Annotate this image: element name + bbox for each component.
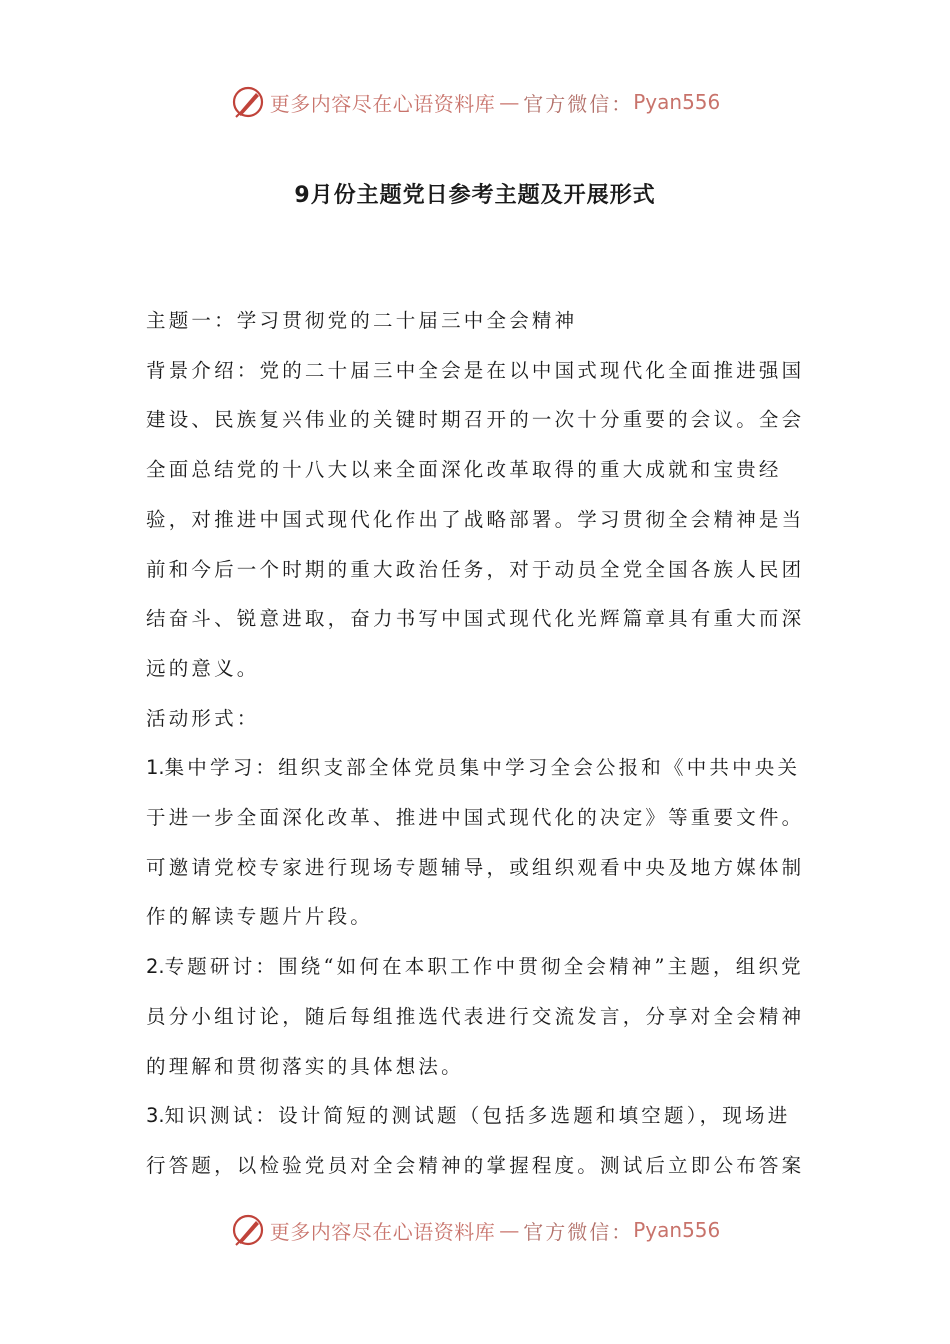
watermark-wechat-label: 官方微信： <box>523 91 634 116</box>
paragraph-text: 背景介绍：党的二十届三中全会是在以中国式现代化全面推进强国建设、民族复兴伟业的关键时期召开的一次十分重要的会议。全会全面总结党的十八大以来全面深化改革取得的重大成就和宝贵经验，对推进中国式现代化作出了战略部署。学习贯彻全会精神是当前和今后一个时期的重大政治任务，对于动员全党全国各族人民团结奋斗、锐意进取，奋力书写中国式现代化光辉篇章具有重大而深远的意义。 <box>146 358 805 680</box>
paragraph-text: 知识测试：设计简短的测试题（包括多选题和填空题），现场进行答题，以检验党员对全会精神的掌握程度。测试后立即公布答案 <box>146 1104 805 1177</box>
watermark-text: 更多内容尽在心语资料库 <box>269 91 496 116</box>
list-number: 2. <box>146 955 165 979</box>
list-item-seminar <box>146 942 811 1091</box>
theme-heading <box>146 296 811 346</box>
paragraph-text: 活动形式： <box>146 706 260 730</box>
background-paragraph <box>146 346 811 694</box>
list-item-collective-study <box>146 743 811 942</box>
activity-form-heading <box>146 694 811 744</box>
document-title: 9月份主题党日参考主题及开展形式 <box>294 183 656 208</box>
list-number: 3. <box>146 1104 165 1128</box>
document-body <box>146 296 811 1191</box>
header-watermark <box>0 80 950 124</box>
watermark-text: 更多内容尽在心语资料库 <box>269 1219 496 1244</box>
paragraph-text: 专题研讨：围绕“如何在本职工作中贯彻全会精神”主题，组织党员分小组讨论，随后每组推选代表进行交流发言，分享对全会精神的理解和贯彻落实的具体想法。 <box>146 955 805 1078</box>
paragraph-text: 主题一：学习贯彻党的二十届三中全会精神 <box>146 309 578 332</box>
watermark-dash: — <box>499 1218 520 1242</box>
footer-watermark <box>0 1208 950 1252</box>
watermark-dash: — <box>499 90 520 114</box>
watermark-wechat-id: Pyan556 <box>633 1218 721 1242</box>
list-item-quiz <box>146 1091 811 1190</box>
watermark-wechat-label: 官方微信： <box>523 1219 634 1244</box>
quill-logo-icon <box>230 84 266 120</box>
list-number: 1. <box>146 756 165 780</box>
watermark-wechat-id: Pyan556 <box>633 90 721 114</box>
paragraph-text: 集中学习：组织支部全体党员集中学习全会公报和《中共中央关于进一步全面深化改革、推进中国式现代化的决定》等重要文件。可邀请党校专家进行现场专题辅导，或组织观看中央及地方媒体制作的解读专题片片段。 <box>146 756 805 929</box>
quill-logo-icon <box>230 1212 266 1248</box>
